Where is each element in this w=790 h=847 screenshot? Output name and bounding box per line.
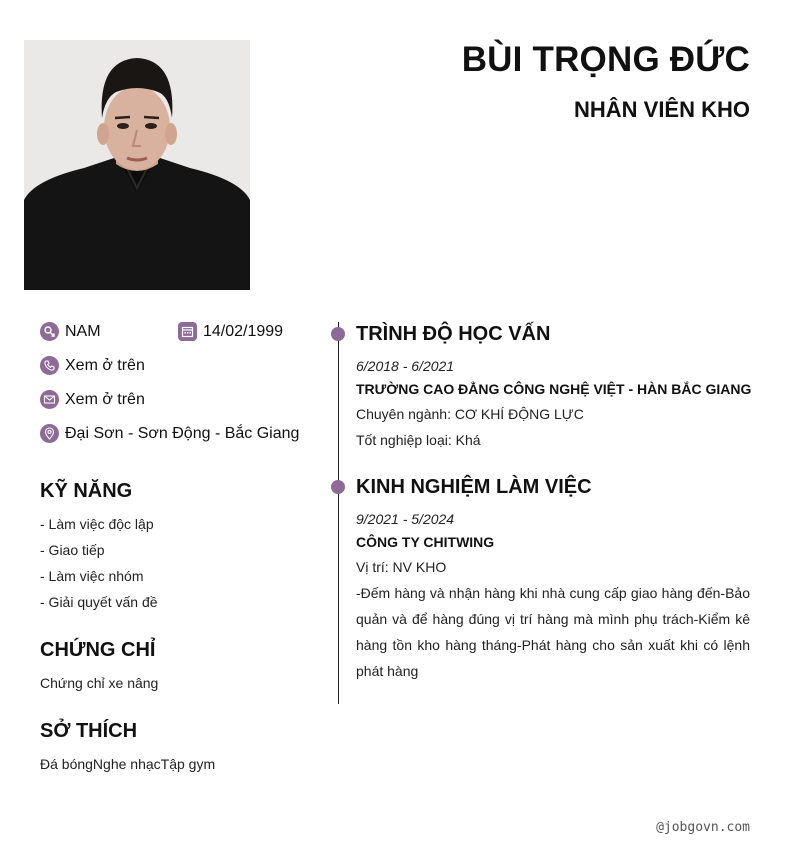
timeline-dot-education xyxy=(331,327,345,341)
experience-role: Vị trí: NV KHO xyxy=(356,559,447,575)
address-value: Đại Sơn - Sơn Động - Bắc Giang xyxy=(65,424,300,442)
phone-icon xyxy=(40,356,59,375)
skill-item: - Giao tiếp xyxy=(40,542,105,558)
education-major: Chuyên ngành: CƠ KHÍ ĐỘNG LỰC xyxy=(356,406,584,422)
calendar-icon xyxy=(178,322,197,341)
birthday-row xyxy=(178,322,283,341)
mail-icon xyxy=(40,390,59,409)
skill-item: - Giải quyết vấn đề xyxy=(40,594,158,610)
email-value: Xem ở trên xyxy=(65,390,145,408)
skill-item: - Làm việc nhóm xyxy=(40,568,144,584)
watermark: @jobgovn.com xyxy=(656,820,750,835)
education-period: 6/2018 - 6/2021 xyxy=(356,358,455,374)
skills-heading: KỸ NĂNG xyxy=(40,480,133,502)
gender-value: NAM xyxy=(65,322,101,340)
job-position: NHÂN VIÊN KHO xyxy=(573,97,750,122)
candidate-name: BÙI TRỌNG ĐỨC xyxy=(461,40,750,79)
hobbies-text: Đá bóngNghe nhạcTập gym xyxy=(40,756,216,772)
address-row xyxy=(40,424,299,443)
gender-row xyxy=(40,322,101,341)
profile-photo xyxy=(24,40,250,290)
certificates-heading: CHỨNG CHỈ xyxy=(40,639,156,661)
experience-company: CÔNG TY CHITWING xyxy=(356,534,495,550)
gender-icon xyxy=(40,322,59,341)
education-grade: Tốt nghiệp loại: Khá xyxy=(356,432,481,448)
hobbies-heading: SỞ THÍCH xyxy=(40,720,138,742)
phone-value: Xem ở trên xyxy=(65,356,145,374)
phone-row xyxy=(40,356,145,375)
education-heading: TRÌNH ĐỘ HỌC VẤN xyxy=(356,323,551,345)
experience-period: 9/2021 - 5/2024 xyxy=(356,511,455,527)
experience-heading: KINH NGHIỆM LÀM VIỆC xyxy=(356,476,592,498)
education-school: TRƯỜNG CAO ĐẲNG CÔNG NGHỆ VIỆT - HÀN BẮC GIANG xyxy=(356,381,752,397)
certificate-item: Chứng chỉ xe nâng xyxy=(40,675,159,691)
birthday-value: 14/02/1999 xyxy=(203,322,284,340)
experience-description: -Đếm hàng và nhận hàng khi nhà cung cấp giao hàng đến-Bảo quản và để hàng đúng vị trí hàng mà mình phụ trách-Kiểm kê hàng tồn kho hàng tháng-Phát hàng cho sản xuất khi có lệnh phát hàng xyxy=(356,585,750,679)
timeline-dot-experience xyxy=(331,480,345,494)
timeline-line xyxy=(338,322,339,704)
skill-item: - Làm việc độc lập xyxy=(40,516,154,532)
location-pin-icon xyxy=(40,424,59,443)
email-row xyxy=(40,390,145,409)
